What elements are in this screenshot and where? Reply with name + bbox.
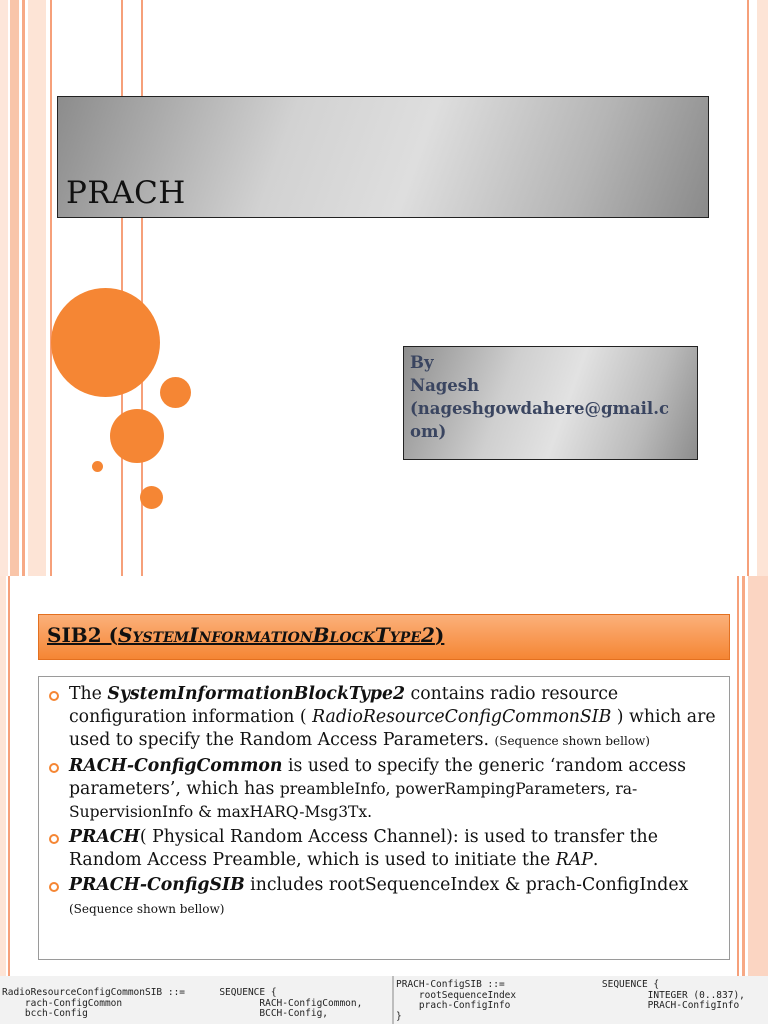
- term: PRACH-ConfigSIB: [69, 875, 245, 895]
- text: ( Physical Random Access Channel): is used to transfer the Random Access Preamble, which is used to initiate the: [69, 827, 658, 870]
- decor-stripe: [737, 576, 739, 1024]
- bullet-list: [38, 676, 730, 960]
- decor-circle: [140, 486, 163, 509]
- decor-stripe: [757, 0, 768, 576]
- list-item: [47, 683, 719, 753]
- title-box: [57, 96, 709, 218]
- decor-stripe: [8, 576, 10, 1024]
- term: RAP: [555, 850, 593, 870]
- author-email-cont: om): [410, 422, 447, 441]
- bullet-circle-icon: [49, 691, 59, 701]
- slide-title: PRACH: [66, 175, 186, 211]
- code-snippet-strip: [0, 976, 768, 1024]
- term: RadioResourceConfigCommonSIB: [312, 707, 612, 727]
- text: The: [69, 684, 108, 704]
- term: SystemInformationBlockType2: [107, 684, 406, 704]
- decor-stripe: [0, 576, 6, 1024]
- decor-stripe: [28, 0, 46, 576]
- header-italic: SystemInformationBlockType2: [118, 623, 435, 647]
- author-box: [403, 346, 698, 460]
- term: PRACH: [69, 827, 140, 847]
- decor-stripe: [0, 0, 8, 576]
- author-email: (nageshgowdahere@gmail.c: [410, 399, 669, 418]
- decor-stripe: [742, 576, 745, 1024]
- text: ) which are used to specify the Random Access Parameters.: [69, 707, 716, 750]
- bullet-circle-icon: [49, 834, 59, 844]
- decor-stripe: [121, 0, 123, 576]
- decor-circle: [110, 409, 164, 463]
- text: contains radio resource configuration information (: [69, 684, 619, 727]
- text: .: [592, 850, 599, 870]
- list-item: [47, 826, 719, 872]
- note: (Sequence shown bellow): [494, 734, 650, 748]
- text: is used to specify the generic ‘random access parameters’, which has: [69, 756, 687, 799]
- decor-circle: [160, 377, 191, 408]
- author-name: Nagesh: [410, 376, 480, 395]
- sib2-slide: [0, 576, 768, 1024]
- bullet-circle-icon: [49, 763, 59, 773]
- text: includes rootSequenceIndex & prach-ConfigIndex: [244, 875, 689, 895]
- decor-stripe: [22, 0, 25, 576]
- code-right: PRACH-ConfigSIB ::= SEQUENCE { rootSequenceIndex INTEGER (0..837), prach-ConfigInfo PRACH-ConfigInfo }: [396, 979, 745, 1022]
- decor-circle: [92, 461, 103, 472]
- text: preambleInfo, powerRampingParameters, ra-SupervisionInfo & maxHARQ-Msg3Tx.: [69, 780, 638, 821]
- section-header: [38, 614, 730, 660]
- decor-stripe: [50, 0, 52, 576]
- note: (Sequence shown bellow): [69, 902, 225, 916]
- decor-stripe: [748, 576, 768, 1024]
- decor-stripe: [10, 0, 19, 576]
- term: RACH-ConfigCommon: [69, 756, 283, 776]
- list-item: [47, 755, 719, 824]
- list-item: [47, 874, 719, 921]
- code-left: RadioResourceConfigCommonSIB ::= SEQUENCE { rach-ConfigCommon RACH-ConfigCommon, bcch-Config BCCH-Config,: [2, 987, 363, 1019]
- bullet-circle-icon: [49, 882, 59, 892]
- decor-circle-large: [51, 288, 160, 397]
- author-by: By: [410, 353, 434, 372]
- header-prefix: SIB2 (: [47, 623, 119, 647]
- divider: [392, 976, 394, 1024]
- decor-stripe: [747, 0, 749, 576]
- header-suffix: ): [434, 623, 445, 647]
